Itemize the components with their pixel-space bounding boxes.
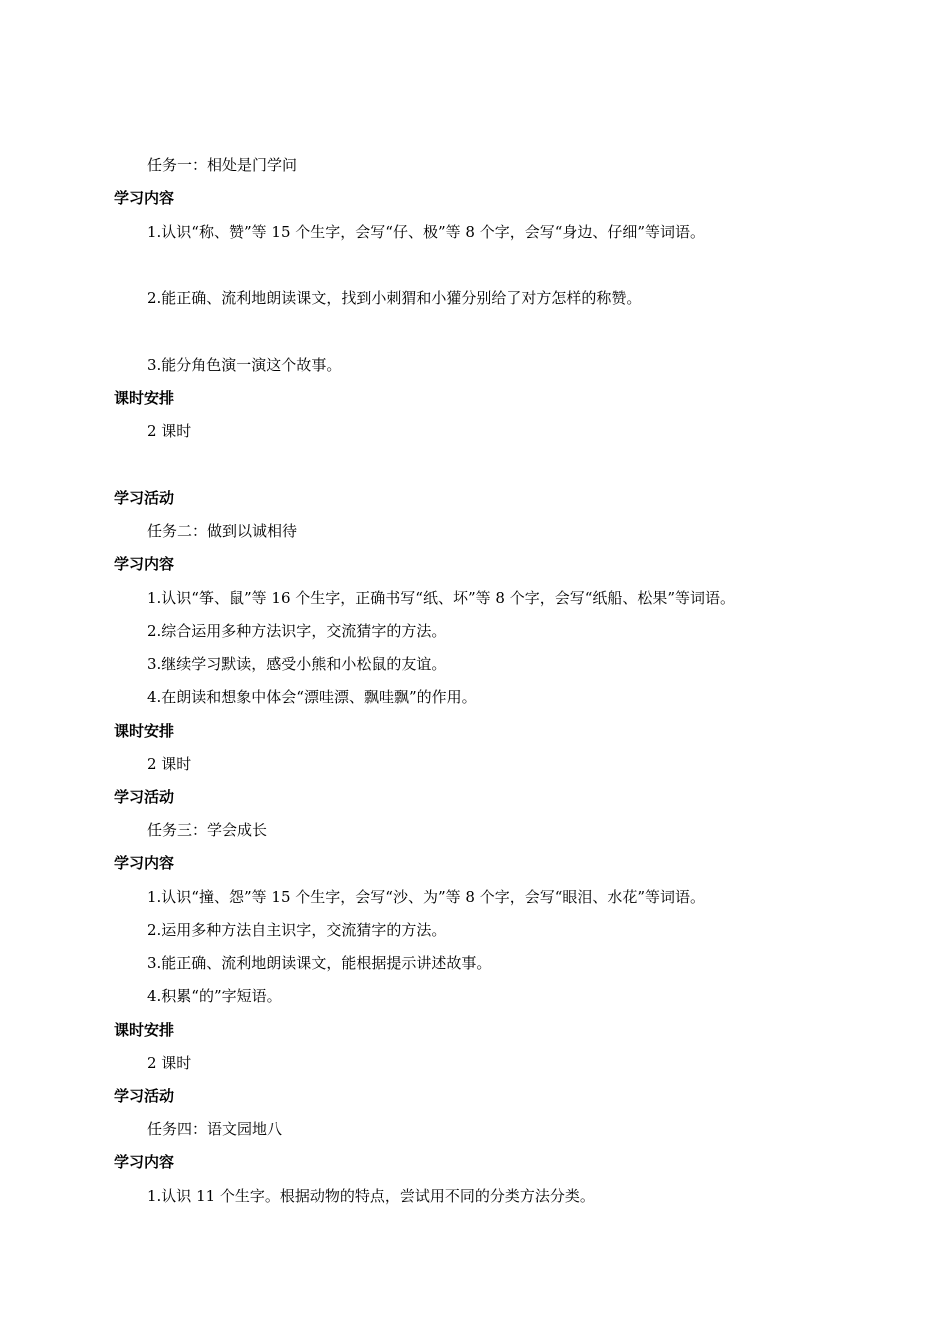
section-heading-learning-content: 学习内容 — [114, 189, 175, 207]
list-item: 4.在朗读和想象中体会“漂哇漂、飘哇飘”的作用。 — [147, 688, 477, 706]
list-item: 2.运用多种方法自主识字，交流猜字的方法。 — [147, 921, 447, 939]
list-item: 4.积累“的”字短语。 — [147, 987, 282, 1005]
section-heading-activities: 学习活动 — [114, 788, 175, 806]
list-item: 1.认识“称、赞”等 15 个生字，会写“仔、极”等 8 个字，会写“身边、仔细”等词语。 — [147, 223, 706, 241]
task-1-title: 任务一：相处是门学问 — [147, 156, 298, 174]
section-heading-learning-content: 学习内容 — [114, 555, 175, 573]
list-item: 3.能分角色演一演这个故事。 — [147, 356, 342, 374]
schedule-value: 2 课时 — [147, 1054, 192, 1072]
list-item: 1.认识“撞、怨”等 15 个生字，会写“沙、为”等 8 个字，会写“眼泪、水花”等词语。 — [147, 888, 706, 906]
list-item: 2.综合运用多种方法识字，交流猜字的方法。 — [147, 622, 447, 640]
list-item: 3.能正确、流利地朗读课文，能根据提示讲述故事。 — [147, 954, 492, 972]
section-heading-learning-content: 学习内容 — [114, 854, 175, 872]
schedule-value: 2 课时 — [147, 422, 192, 440]
section-heading-schedule: 课时安排 — [114, 1021, 175, 1039]
task-2-title: 任务二：做到以诚相待 — [147, 522, 298, 540]
section-heading-activities: 学习活动 — [114, 1087, 175, 1105]
section-heading-learning-content: 学习内容 — [114, 1153, 175, 1171]
list-item: 2.能正确、流利地朗读课文，找到小刺猬和小獾分别给了对方怎样的称赞。 — [147, 289, 642, 307]
section-heading-activities: 学习活动 — [114, 489, 175, 507]
section-heading-schedule: 课时安排 — [114, 389, 175, 407]
list-item: 1.认识 11 个生字。根据动物的特点，尝试用不同的分类方法分类。 — [147, 1187, 595, 1205]
section-heading-schedule: 课时安排 — [114, 722, 175, 740]
task-3-title: 任务三：学会成长 — [147, 821, 268, 839]
schedule-value: 2 课时 — [147, 755, 192, 773]
task-4-title: 任务四：语文园地八 — [147, 1120, 283, 1138]
list-item: 3.继续学习默读，感受小熊和小松鼠的友谊。 — [147, 655, 447, 673]
list-item: 1.认识“筝、鼠”等 16 个生字，正确书写“纸、坏”等 8 个字，会写“纸船、松果”等词语。 — [147, 589, 736, 607]
